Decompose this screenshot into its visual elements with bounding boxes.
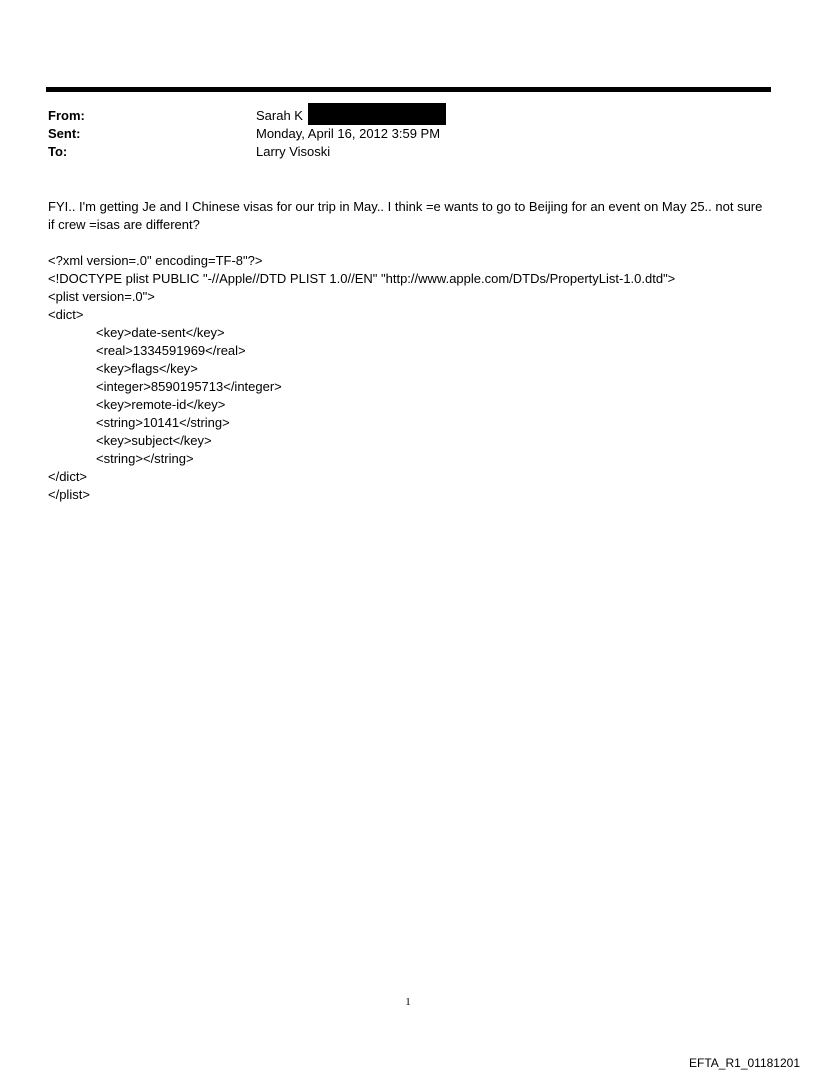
document-id: EFTA_R1_01181201 — [689, 1056, 800, 1070]
header-divider — [46, 87, 771, 92]
code-line: <key>subject</key> — [96, 433, 212, 448]
email-header — [48, 107, 768, 161]
code-line: <real>1334591969</real> — [96, 343, 246, 358]
sent-row — [48, 125, 768, 143]
code-line: <key>remote-id</key> — [96, 397, 226, 412]
code-line: </plist> — [48, 487, 90, 502]
code-line: <!DOCTYPE plist PUBLIC "-//Apple//DTD PLIST 1.0//EN" "http://www.apple.com/DTDs/PropertyList-1.0.dtd"> — [48, 271, 676, 286]
redaction-block — [308, 103, 446, 125]
plist-code-block — [48, 252, 768, 504]
email-body — [48, 198, 768, 504]
to-row — [48, 143, 768, 161]
code-line: <string></string> — [96, 451, 194, 466]
code-line: <dict> — [48, 307, 84, 322]
to-label: To: — [48, 144, 68, 159]
code-line: <string>10141</string> — [96, 415, 230, 430]
message-paragraph: FYI.. I'm getting Je and I Chinese visas for our trip in May.. I think =e wants to go to Beijing for an event on May 25.. not sure if crew =isas are different? — [48, 199, 763, 232]
from-value — [256, 107, 446, 125]
from-label: From: — [48, 108, 85, 123]
code-line: <key>flags</key> — [96, 361, 198, 376]
to-value: Larry Visoski — [256, 144, 331, 159]
sender-name: Sarah K — [256, 108, 303, 123]
page-number: 1 — [405, 996, 411, 1008]
from-row — [48, 107, 768, 125]
sent-value: Monday, April 16, 2012 3:59 PM — [256, 126, 441, 141]
code-line: <integer>8590195713</integer> — [96, 379, 282, 394]
code-line: <key>date-sent</key> — [96, 325, 225, 340]
sent-label: Sent: — [48, 126, 81, 141]
code-line: <?xml version=.0" encoding=TF-8"?> — [48, 253, 263, 268]
code-line: </dict> — [48, 469, 88, 484]
code-line: <plist version=.0"> — [48, 289, 155, 304]
